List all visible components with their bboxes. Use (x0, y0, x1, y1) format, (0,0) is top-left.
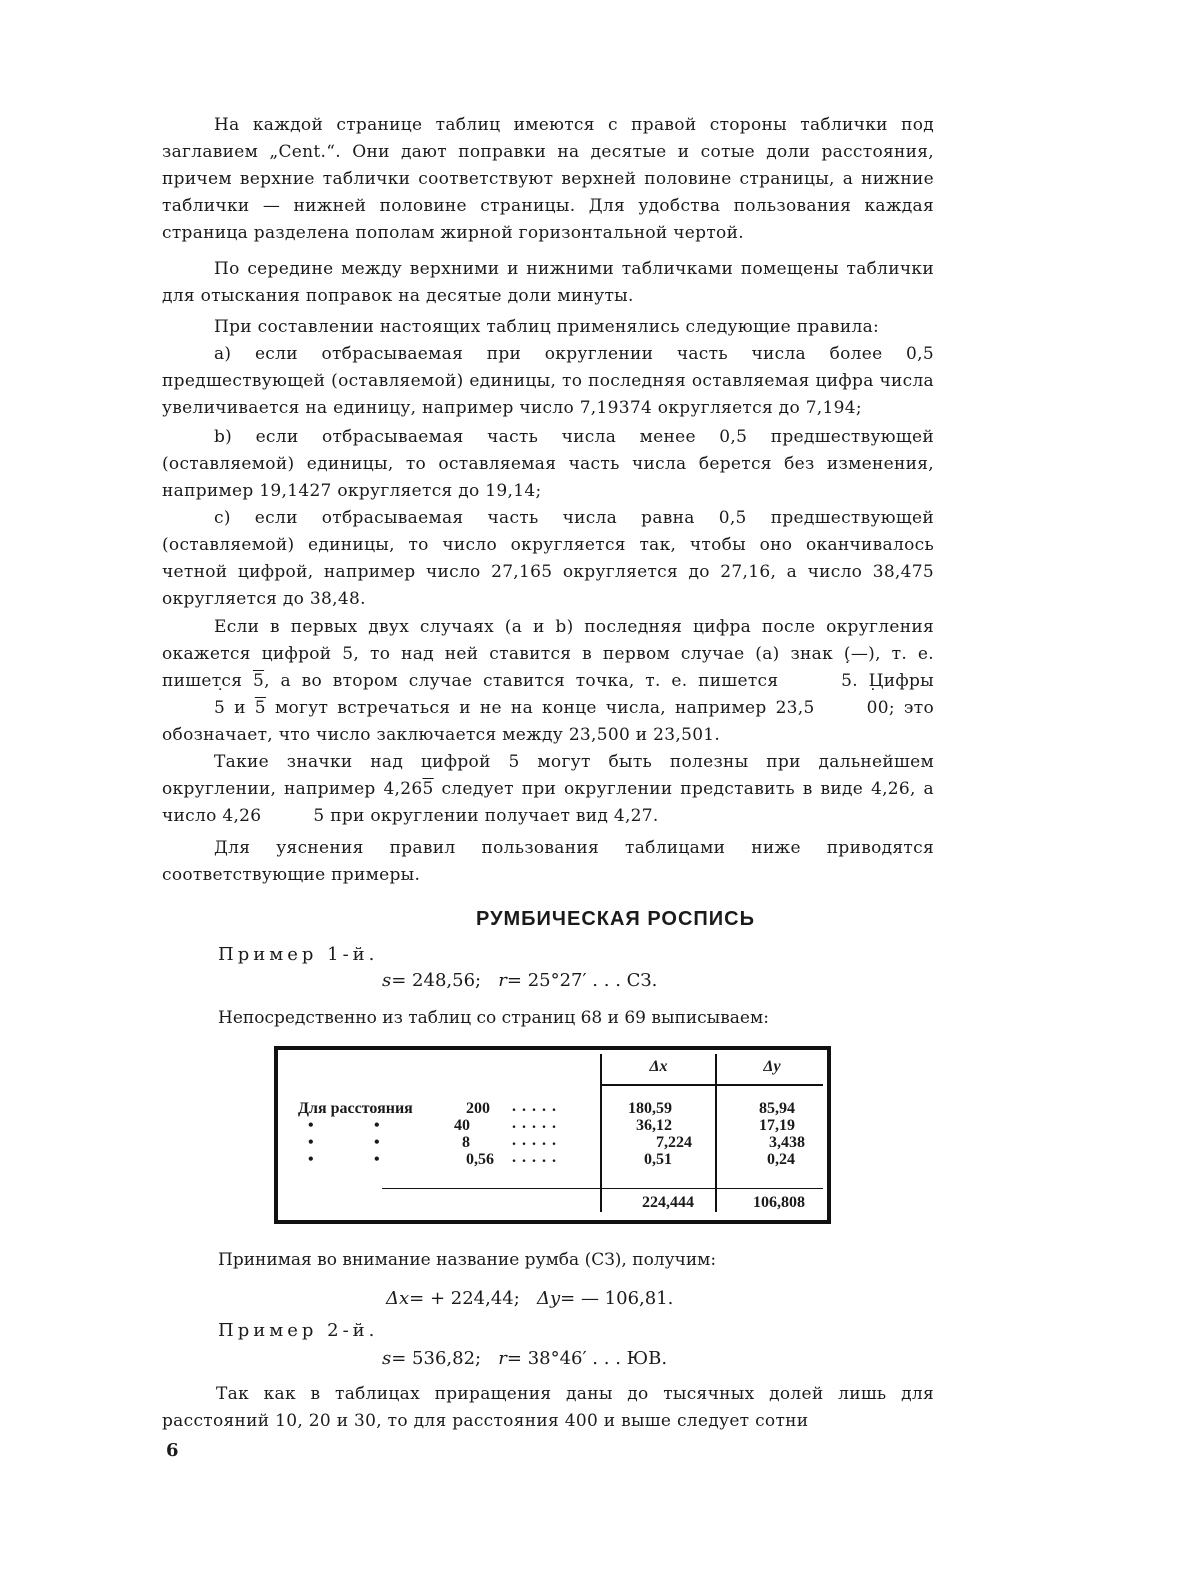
paragraph-rules-intro: При составлении настоящих таблиц применялись следующие правила: (214, 317, 880, 337)
text-segment: , а во втором случае ставится точка, т. е. пишется (264, 671, 790, 691)
s-symbol: s (382, 1348, 392, 1369)
dy-total: 106,808 (753, 1194, 805, 1211)
text-segment: следует при округлении представить в виде 4,26, а число 4,26 (162, 779, 934, 826)
page-number: 6 (166, 1440, 179, 1461)
leader-dots: ..... (512, 1098, 562, 1115)
paragraph-rule-a: a) если отбрасываемая при округлении часть числа более 0,5 предшествующей (оставляемой) единицы, то последняя оставляемая цифра числа увеличивается на единицу, например число 7,19374 округляется до 7,194; (162, 344, 934, 418)
dy-symbol: Δy (536, 1288, 561, 1309)
dx-cell: 180,59 (628, 1100, 672, 1117)
text-segment: и (225, 698, 255, 718)
paragraph-rule-b: b) если отбрасываемая часть числа менее 0,5 предшествующей (оставляемой) единицы, то оставляемая часть числа берется без изменения, например 19,1427 округляется до 19,14; (162, 427, 934, 501)
example-1-label: Пример 1-й. (218, 944, 379, 965)
distance-cell: 40 (454, 1117, 470, 1134)
section-heading: РУМБИЧЕСКАЯ РОСПИСЬ (476, 908, 755, 930)
paragraph-cent-tables: На каждой странице таблиц имеются с правой стороны таблички под заглавием „Cent.“. Они дают поправки на десятые и сотые доли расстояния, причем верхние таблички соответствуют верхней половине страницы, а нижние таблички — нижней половине страницы. Для удобства пользования каждая страница разделена пополам жирной горизонтальной чертой. (162, 115, 934, 243)
dy-cell: 3,438 (769, 1134, 805, 1151)
text-segment: . Цифры (852, 671, 934, 691)
dx-total: 224,444 (642, 1194, 694, 1211)
s-symbol: s (382, 970, 392, 991)
distance-cell: 0,56 (466, 1151, 494, 1168)
example-2-formula (382, 1348, 667, 1369)
text-segment: 0; это обозначает, что число заключается между 23,500 и 23,501. (162, 698, 934, 745)
leader-dots: ..... (512, 1149, 562, 1166)
r-symbol: r (498, 970, 507, 991)
leader-dots: ..... (512, 1132, 562, 1149)
example-1-formula (382, 970, 657, 991)
dx-result: = + 224,44; (409, 1288, 520, 1309)
ditto-mark: • (374, 1134, 380, 1151)
row-label: Для расстояния (298, 1100, 413, 1117)
result-formula (386, 1288, 673, 1309)
dy-cell: 17,19 (759, 1117, 795, 1134)
ditto-mark: • (308, 1151, 314, 1168)
ditto-mark: • (374, 1151, 380, 1168)
text-segment: при округлении получает вид 4,27. (324, 806, 659, 826)
table-sum-rule (382, 1188, 823, 1189)
header-dy: Δy (763, 1058, 781, 1075)
leader-dots: ..... (512, 1115, 562, 1132)
zero-with-dot: ˙ 0 (815, 695, 878, 722)
paragraph-examples-intro: Для уяснения правил пользования таблицами ниже приводятся соответствующие примеры. (162, 838, 934, 885)
ditto-mark: • (308, 1134, 314, 1151)
five-with-dot: ˙ 5 (789, 668, 852, 695)
r-value: = 25°27′ . . . СЗ. (506, 970, 658, 991)
dx-symbol: Δx (386, 1288, 410, 1309)
five-with-dot: ˙ 5 (162, 695, 225, 722)
dx-cell: 0,51 (644, 1151, 672, 1168)
table-header-rule (600, 1084, 823, 1086)
distance-cell: 200 (466, 1100, 490, 1117)
five-with-bar: 5 (254, 698, 266, 718)
text-segment: Такие значки над цифрой 5 могут быть полезны при дальнейшем округлении, например 4,26 (162, 752, 934, 799)
distance-cell: 8 (462, 1134, 470, 1151)
ditto-mark: • (308, 1117, 314, 1134)
five-with-bar: 5 (252, 671, 265, 691)
header-dx: Δx (649, 1058, 668, 1075)
text-segment: Если в первых двух случаях (a и b) последняя цифра после округления окажется цифрой 5, то над ней ставится в первом случае (a) знак (—), т. е. пишется (162, 617, 934, 691)
five-with-bar: 5 (422, 779, 434, 799)
example-2-label: Пример 2-й. (218, 1320, 379, 1341)
paragraph-minute-tables: По середине между верхними и нижними табличками помещены таблички для отыскания поправок на десятые доли минуты. (162, 259, 934, 306)
dx-cell: 7,224 (656, 1134, 692, 1151)
r-symbol: r (498, 1348, 507, 1369)
s-value: = 536,82; (391, 1348, 482, 1369)
after-table-text: Принимая во внимание название румба (СЗ), получим: (218, 1250, 717, 1270)
table-intro-text: Непосредственно из таблиц со страниц 68 и 69 выписываем: (218, 1008, 769, 1028)
dy-cell: 85,94 (759, 1100, 795, 1117)
final-paragraph: Так как в таблицах приращения даны до тысячных долей лишь для расстояний 10, 20 и 30, то для расстояния 400 и выше следует сотни (162, 1384, 934, 1431)
increments-table (274, 1046, 831, 1224)
five-with-dot: ˙ 5 (261, 803, 324, 830)
s-value: = 248,56; (391, 970, 482, 991)
paragraph-rounding-example (162, 749, 934, 830)
paragraph-rule-c: c) если отбрасываемая часть числа равна 0,5 предшествующей (оставляемой) единицы, то число округляется так, чтобы оно оканчивалось четной цифрой, например число 27,165 округляется до 27,16, а число 38,475 округляется до 38,48. (162, 508, 934, 609)
paragraph-five-marks (162, 614, 934, 749)
r-value: = 38°46′ . . . ЮВ. (506, 1348, 668, 1369)
dy-result: = — 106,81. (560, 1288, 674, 1309)
dx-cell: 36,12 (636, 1117, 672, 1134)
text-segment: могут встречаться и не на конце числа, например 23,5 (265, 698, 815, 718)
ditto-mark: • (374, 1117, 380, 1134)
dy-cell: 0,24 (767, 1151, 795, 1168)
